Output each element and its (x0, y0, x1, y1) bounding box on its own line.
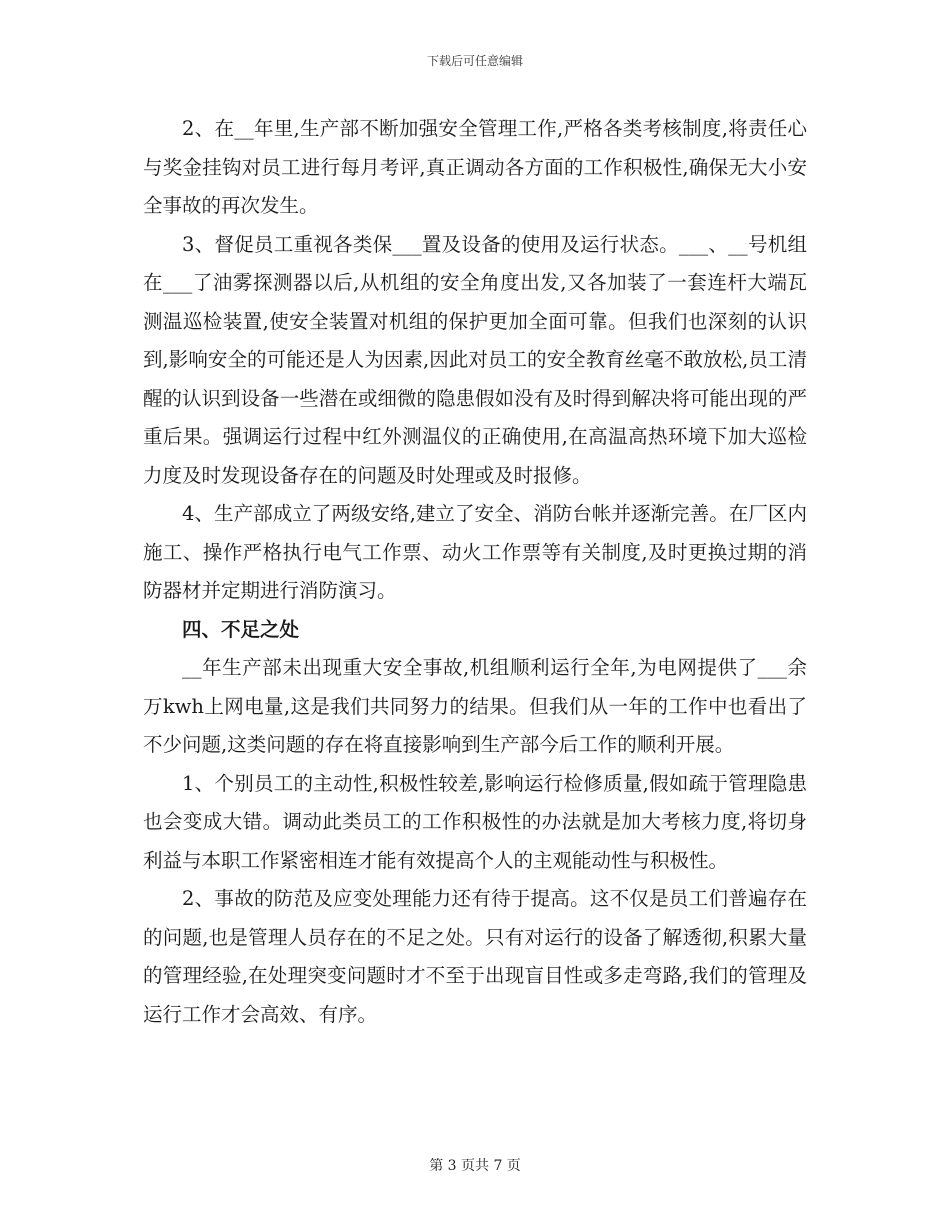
paragraph: 3、督促员工重视各类保___置及设备的使用及运行状态。___、__号机组在___了油雾探测器以后,从机组的安全角度出发,又各加装了一套连杆大端瓦测温巡检装置,使安全装置对机组的保护更加全面可靠。但我们也深刻的认识到,影响安全的可能还是人为因素,因此对员工的安全教育丝毫不敢放松,员工清醒的认识到设备一些潜在或细微的隐患假如没有及时得到解决将可能出现的严重后果。强调运行过程中红外测温仪的正确使用,在高温高热环境下加大巡检力度及时发现设备存在的问题及时处理或及时报修。 (143, 232, 807, 487)
paragraph: __年生产部未出现重大安全事故,机组顺利运行全年,为电网提供了___余万kwh上网电量,这是我们共同努力的结果。但我们从一年的工作中也看出了不少问题,这类问题的存在将直接影响到生产部今后工作的顺利开展。 (143, 656, 807, 756)
paragraph: 4、生产部成立了两级安络,建立了安全、消防台帐并逐渐完善。在厂区内施工、操作严格执行电气工作票、动火工作票等有关制度,及时更换过期的消防器材并定期进行消防演习。 (143, 502, 807, 602)
document-body (143, 110, 807, 1034)
paragraph: 1、个别员工的主动性,积极性较差,影响运行检修质量,假如疏于管理隐患也会变成大错。调动此类员工的工作积极性的办法就是加大考核力度,将切身利益与本职工作紧密相连才能有效提高个人的主观能动性与积极性。 (143, 771, 807, 872)
section-heading: 四、不足之处 (182, 617, 300, 641)
page-footer: 第 3 页共 7 页 (429, 1158, 521, 1174)
paragraph: 2、在__年里,生产部不断加强安全管理工作,严格各类考核制度,将责任心与奖金挂钩对员工进行每月考评,真正调动各方面的工作积极性,确保无大小安全事故的再次发生。 (143, 117, 807, 217)
paragraph: 2、事故的防范及应变处理能力还有待于提高。这不仅是员工们普遍存在的问题,也是管理人员存在的不足之处。只有对运行的设备了解透彻,积累大量的管理经验,在处理突变问题时才不至于出现盲目性或多走弯路,我们的管理及运行工作才会高效、有序。 (143, 887, 807, 1026)
page-header: 下载后可任意编辑 (426, 54, 523, 68)
